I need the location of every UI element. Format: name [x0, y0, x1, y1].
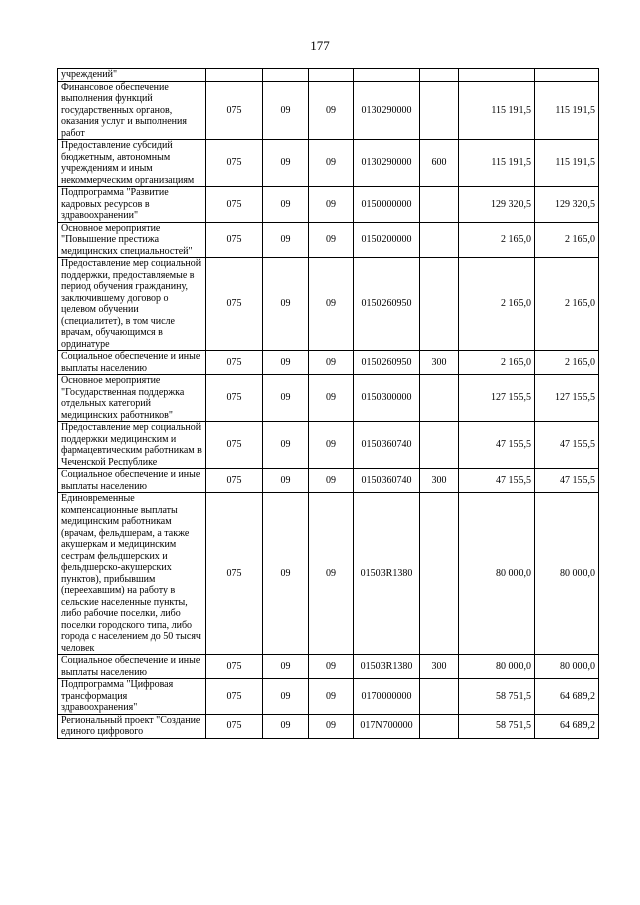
amount-year2-cell: 64 689,2 — [535, 714, 599, 738]
section-code-cell: 09 — [263, 655, 309, 679]
ministry-code-cell: 075 — [206, 493, 263, 655]
section-code-cell: 09 — [263, 140, 309, 187]
table-row — [58, 422, 599, 469]
amount-year1-cell: 115 191,5 — [459, 81, 535, 140]
section-code-cell: 09 — [263, 258, 309, 351]
target-code-cell: 0170000000 — [354, 679, 420, 715]
table-row — [58, 258, 599, 351]
expense-type-cell — [420, 375, 459, 422]
section-code-cell: 09 — [263, 187, 309, 223]
amount-year2-cell: 2 165,0 — [535, 258, 599, 351]
amount-year1-cell: 80 000,0 — [459, 493, 535, 655]
target-code-cell: 0150260950 — [354, 258, 420, 351]
ministry-code-cell: 075 — [206, 655, 263, 679]
section-code-cell: 09 — [263, 222, 309, 258]
row-name-cell: Основное мероприятие "Государственная поддержка отдельных категорий медицинских работников" — [58, 375, 206, 422]
target-code-cell: 0130290000 — [354, 81, 420, 140]
amount-year1-cell: 2 165,0 — [459, 258, 535, 351]
expense-type-cell: 300 — [420, 469, 459, 493]
target-code-cell: 0150000000 — [354, 187, 420, 223]
table-row — [58, 679, 599, 715]
ministry-code-cell: 075 — [206, 422, 263, 469]
subsection-code-cell: 09 — [309, 375, 354, 422]
ministry-code-cell — [206, 69, 263, 82]
expense-type-cell — [420, 714, 459, 738]
target-code-cell: 0150200000 — [354, 222, 420, 258]
row-name-cell: Предоставление мер социальной поддержки, предоставляемые в период обучения гражданину, заключившему договор о целевом обучении (специалитет), в том числе врачам, обучающимся в ординатуре — [58, 258, 206, 351]
page-number: 177 — [310, 38, 330, 53]
amount-year2-cell: 64 689,2 — [535, 679, 599, 715]
expense-type-cell: 300 — [420, 655, 459, 679]
target-code-cell: 01503R1380 — [354, 493, 420, 655]
row-name-cell: Социальное обеспечение и иные выплаты населению — [58, 351, 206, 375]
amount-year1-cell: 2 165,0 — [459, 351, 535, 375]
table-row — [58, 187, 599, 223]
target-code-cell: 0150300000 — [354, 375, 420, 422]
target-code-cell: 0150360740 — [354, 422, 420, 469]
target-code-cell: 0150260950 — [354, 351, 420, 375]
expense-type-cell — [420, 69, 459, 82]
row-name-cell: Социальное обеспечение и иные выплаты населению — [58, 655, 206, 679]
section-code-cell: 09 — [263, 81, 309, 140]
table-row — [58, 655, 599, 679]
section-code-cell: 09 — [263, 493, 309, 655]
target-code-cell: 0150360740 — [354, 469, 420, 493]
table-row — [58, 375, 599, 422]
subsection-code-cell: 09 — [309, 679, 354, 715]
amount-year1-cell: 80 000,0 — [459, 655, 535, 679]
amount-year1-cell: 115 191,5 — [459, 140, 535, 187]
amount-year1-cell: 2 165,0 — [459, 222, 535, 258]
target-code-cell: 0130290000 — [354, 140, 420, 187]
expense-type-cell: 600 — [420, 140, 459, 187]
subsection-code-cell: 09 — [309, 81, 354, 140]
ministry-code-cell: 075 — [206, 714, 263, 738]
amount-year2-cell: 2 165,0 — [535, 351, 599, 375]
ministry-code-cell: 075 — [206, 187, 263, 223]
amount-year2-cell: 80 000,0 — [535, 655, 599, 679]
amount-year2-cell — [535, 69, 599, 82]
subsection-code-cell: 09 — [309, 351, 354, 375]
table-row — [58, 81, 599, 140]
subsection-code-cell: 09 — [309, 493, 354, 655]
expense-type-cell — [420, 222, 459, 258]
amount-year2-cell: 127 155,5 — [535, 375, 599, 422]
amount-year1-cell: 58 751,5 — [459, 679, 535, 715]
table-row — [58, 493, 599, 655]
subsection-code-cell: 09 — [309, 655, 354, 679]
ministry-code-cell: 075 — [206, 679, 263, 715]
table-row — [58, 140, 599, 187]
ministry-code-cell: 075 — [206, 140, 263, 187]
amount-year2-cell: 129 320,5 — [535, 187, 599, 223]
table-row — [58, 351, 599, 375]
expense-type-cell — [420, 493, 459, 655]
expense-type-cell: 300 — [420, 351, 459, 375]
subsection-code-cell: 09 — [309, 714, 354, 738]
amount-year2-cell: 115 191,5 — [535, 140, 599, 187]
section-code-cell: 09 — [263, 351, 309, 375]
budget-table — [57, 68, 599, 739]
subsection-code-cell: 09 — [309, 140, 354, 187]
subsection-code-cell: 09 — [309, 258, 354, 351]
table-row — [58, 69, 599, 82]
ministry-code-cell: 075 — [206, 351, 263, 375]
amount-year2-cell: 2 165,0 — [535, 222, 599, 258]
section-code-cell: 09 — [263, 375, 309, 422]
row-name-cell: Предоставление субсидий бюджетным, автономным учреждениям и иным некоммерческим организациям — [58, 140, 206, 187]
row-name-cell: учреждений" — [58, 69, 206, 82]
row-name-cell: Подпрограмма "Цифровая трансформация здравоохранения" — [58, 679, 206, 715]
row-name-cell: Единовременные компенсационные выплаты медицинским работникам (врачам, фельдшерам, а также акушеркам и медицинским сестрам фельдшерских и фельдшерско-акушерских пунктов), прибывшим (переехавшим) на работу в сельские населенные пункты, либо рабочие поселки, либо поселки городского типа, либо города с населением до 50 тысяч человек — [58, 493, 206, 655]
row-name-cell: Социальное обеспечение и иные выплаты населению — [58, 469, 206, 493]
amount-year1-cell: 58 751,5 — [459, 714, 535, 738]
subsection-code-cell: 09 — [309, 187, 354, 223]
section-code-cell — [263, 69, 309, 82]
subsection-code-cell: 09 — [309, 422, 354, 469]
expense-type-cell — [420, 81, 459, 140]
expense-type-cell — [420, 187, 459, 223]
row-name-cell: Финансовое обеспечение выполнения функций государственных органов, оказания услуг и выполнения работ — [58, 81, 206, 140]
expense-type-cell — [420, 422, 459, 469]
amount-year1-cell: 47 155,5 — [459, 469, 535, 493]
row-name-cell: Региональный проект "Создание единого цифрового — [58, 714, 206, 738]
section-code-cell: 09 — [263, 422, 309, 469]
target-code-cell: 01503R1380 — [354, 655, 420, 679]
amount-year1-cell: 127 155,5 — [459, 375, 535, 422]
subsection-code-cell — [309, 69, 354, 82]
target-code-cell: 017N700000 — [354, 714, 420, 738]
amount-year1-cell: 47 155,5 — [459, 422, 535, 469]
section-code-cell: 09 — [263, 714, 309, 738]
amount-year1-cell: 129 320,5 — [459, 187, 535, 223]
target-code-cell — [354, 69, 420, 82]
section-code-cell: 09 — [263, 679, 309, 715]
ministry-code-cell: 075 — [206, 222, 263, 258]
row-name-cell: Основное мероприятие "Повышение престижа медицинских специальностей" — [58, 222, 206, 258]
amount-year2-cell: 47 155,5 — [535, 469, 599, 493]
expense-type-cell — [420, 679, 459, 715]
table-row — [58, 222, 599, 258]
ministry-code-cell: 075 — [206, 81, 263, 140]
ministry-code-cell: 075 — [206, 469, 263, 493]
row-name-cell: Предоставление мер социальной поддержки медицинским и фармацевтическим работникам в Чеченской Республике — [58, 422, 206, 469]
expense-type-cell — [420, 258, 459, 351]
ministry-code-cell: 075 — [206, 258, 263, 351]
table-row — [58, 469, 599, 493]
amount-year2-cell: 115 191,5 — [535, 81, 599, 140]
amount-year1-cell — [459, 69, 535, 82]
subsection-code-cell: 09 — [309, 469, 354, 493]
row-name-cell: Подпрограмма "Развитие кадровых ресурсов в здравоохранении" — [58, 187, 206, 223]
amount-year2-cell: 47 155,5 — [535, 422, 599, 469]
ministry-code-cell: 075 — [206, 375, 263, 422]
section-code-cell: 09 — [263, 469, 309, 493]
amount-year2-cell: 80 000,0 — [535, 493, 599, 655]
table-row — [58, 714, 599, 738]
subsection-code-cell: 09 — [309, 222, 354, 258]
